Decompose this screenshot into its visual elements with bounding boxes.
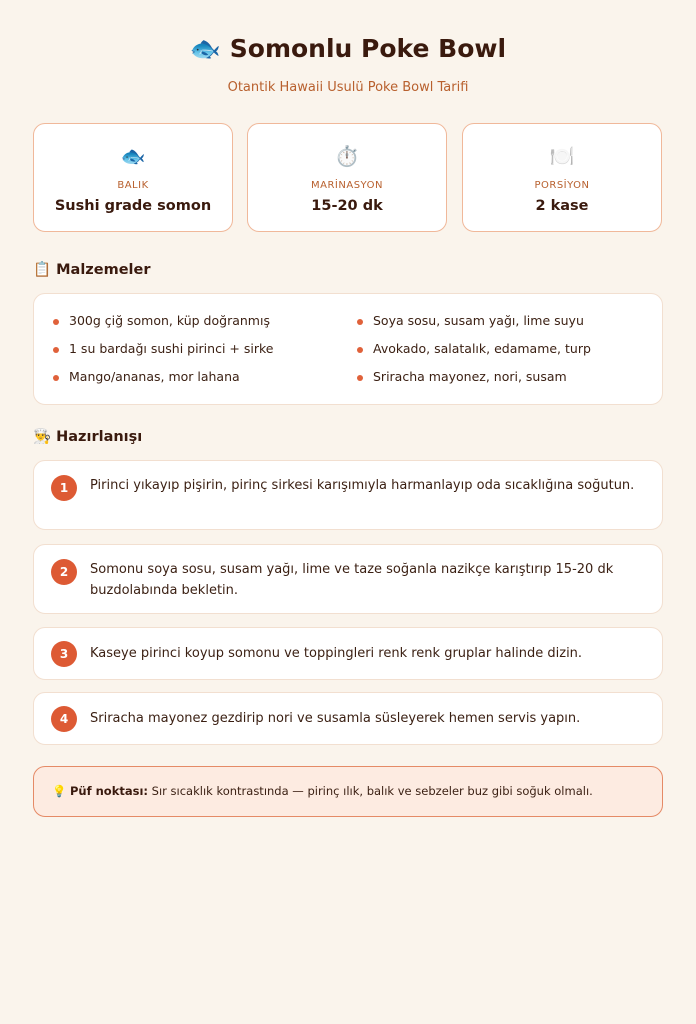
- tip-box: [33, 766, 663, 817]
- bullet-icon: [53, 347, 59, 353]
- bullet-icon: [53, 375, 59, 381]
- stopwatch-icon: ⏱️: [334, 144, 360, 168]
- stat-card-portion: [462, 123, 662, 232]
- bullet-icon: [357, 375, 363, 381]
- tip-text: Sır sıcaklık kontrastında — pirinç ılık, balık ve sebzeler buz gibi soğuk olmalı.: [151, 784, 593, 798]
- clipboard-icon: 📋: [33, 262, 52, 278]
- chef-icon: 👨‍🍳: [33, 429, 52, 445]
- step-card: [33, 692, 663, 745]
- stat-value: Sushi grade somon: [54, 198, 212, 214]
- ingredient-item: [373, 369, 567, 384]
- fish-icon: 🐟: [189, 34, 222, 63]
- step-text: Somonu soya sosu, susam yağı, lime ve taze soğanla nazikçe karıştırıp 15-20 dk buzdolabında bekletin.: [90, 562, 614, 598]
- bullet-icon: [357, 347, 363, 353]
- ingredients-heading: [33, 261, 150, 278]
- ingredient-text: Avokado, salatalık, edamame, turp: [373, 341, 591, 356]
- plate-icon: 🍽️: [549, 144, 575, 168]
- ingredient-text: Soya sosu, susam yağı, lime suyu: [373, 313, 584, 328]
- ingredients-card: [33, 293, 663, 405]
- stat-label: BALIK: [117, 180, 149, 191]
- stat-value: 15-20 dk: [311, 198, 383, 214]
- page-title: [0, 34, 696, 64]
- page-subtitle: Otantik Hawaii Usulü Poke Bowl Tarifi: [227, 80, 469, 95]
- tip-label: Püf noktası:: [69, 784, 148, 798]
- stats-row: [33, 123, 663, 234]
- ingredient-text: 1 su bardağı sushi pirinci + sirke: [69, 341, 274, 356]
- step-text: Kaseye pirinci koyup somonu ve toppingleri renk renk gruplar halinde dizin.: [90, 646, 583, 661]
- step-number: 2: [51, 559, 77, 585]
- step-text: Pirinci yıkayıp pişirin, pirinç sirkesi karışımıyla harmanlayıp oda sıcaklığına soğutun.: [90, 478, 635, 493]
- bullet-icon: [357, 319, 363, 325]
- ingredient-text: 300g çiğ somon, küp doğranmış: [69, 313, 270, 328]
- ingredient-text: Mango/ananas, mor lahana: [69, 369, 240, 384]
- step-number: 4: [51, 706, 77, 732]
- ingredient-item: [69, 341, 273, 356]
- stat-value: 2 kase: [535, 198, 589, 214]
- title-text: Somonlu Poke Bowl: [229, 34, 507, 63]
- ingredient-item: [373, 341, 591, 356]
- fish-icon: 🐟: [120, 144, 146, 168]
- stat-card-marination: [247, 123, 447, 232]
- stat-card-fish: [33, 123, 233, 232]
- stat-label: MARİNASYON: [311, 180, 383, 191]
- ingredient-text: Sriracha mayonez, nori, susam: [373, 369, 567, 384]
- step-card: [33, 627, 663, 680]
- lightbulb-icon: 💡: [52, 784, 67, 798]
- stat-label: PORSİYON: [534, 180, 590, 191]
- ingredients-title: Malzemeler: [56, 262, 151, 278]
- bullet-icon: [53, 319, 59, 325]
- step-card: [33, 544, 663, 614]
- preparation-heading: [33, 428, 142, 445]
- step-text: Sriracha mayonez gezdirip nori ve susamla süsleyerek hemen servis yapın.: [90, 711, 581, 726]
- ingredient-item: [69, 369, 240, 384]
- ingredient-item: [69, 313, 270, 328]
- step-number: 1: [51, 475, 77, 501]
- ingredient-item: [373, 313, 584, 328]
- step-card: [33, 460, 663, 530]
- step-number: 3: [51, 641, 77, 667]
- preparation-title: Hazırlanışı: [56, 429, 143, 445]
